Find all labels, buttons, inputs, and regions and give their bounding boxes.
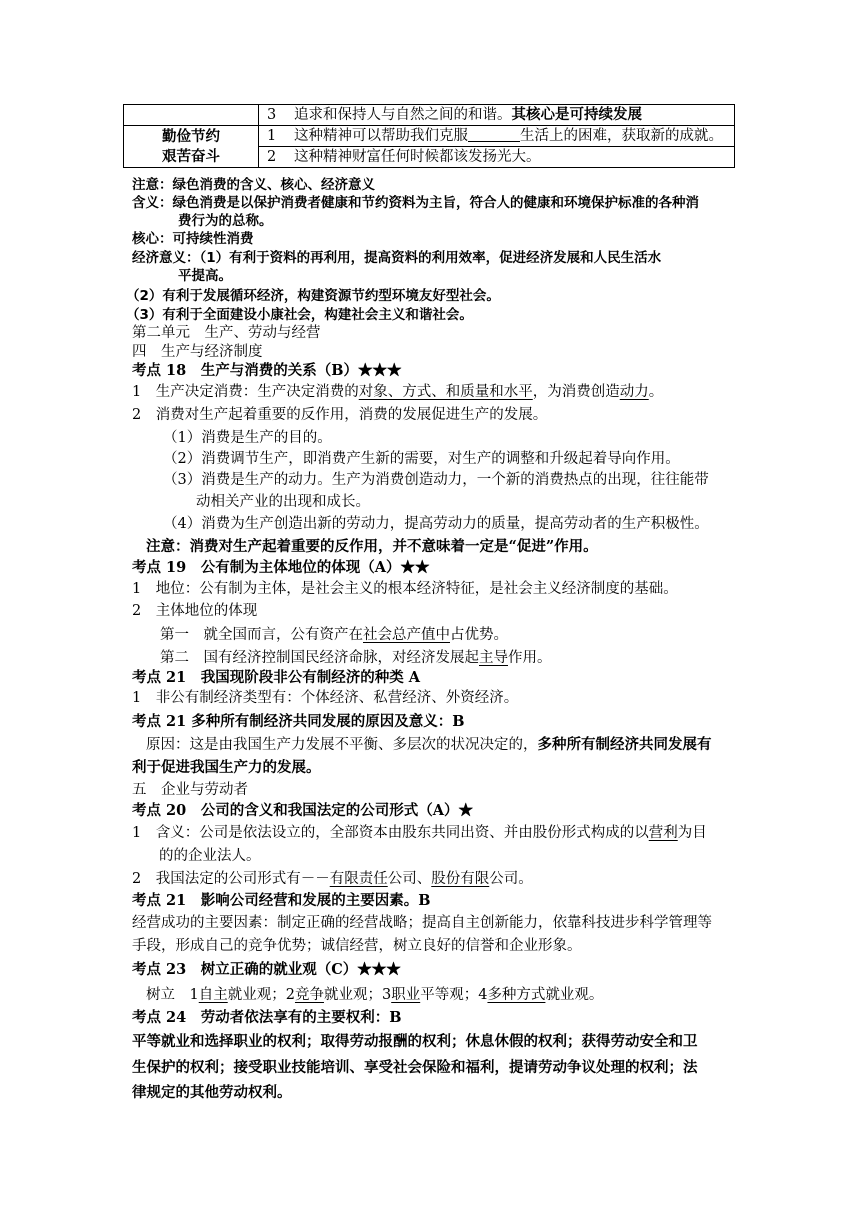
k19-point-1: 1 地位：公有制为主体，是社会主义的根本经济特征，是社会主义经济制度的基础。 [132, 581, 678, 597]
green-significance: 经济意义：（1）有利于资料的再利用，提高资料的利用效率，促进经济发展和人民生活水 [132, 250, 662, 266]
table-row [124, 126, 735, 147]
green-significance-cont: 平提高。 [178, 268, 232, 284]
k21c-line-1: 经营成功的主要因素：制定正确的经营战略；提高自主创新能力，依靠科技进步科学管理等 [132, 915, 712, 931]
k24-line-2: 生保护的权利；接受职业技能培训、享受社会保险和福利，提请劳动争议处理的权利；法 [132, 1059, 698, 1076]
k18-title: 考点 18 生产与消费的关系（B）★★★ [132, 362, 402, 379]
table-cell: 2 这种精神财富任何时候都该发扬光大。 [259, 147, 735, 168]
k18-sub-3-cont: 动相关产业的出现和成长。 [196, 494, 370, 510]
green-significance-2: （2）有利于发展循环经济，构建资源节约型环境友好型社会。 [126, 288, 500, 304]
k21a-point-1: 1 非公有制经济类型有：个体经济、私营经济、外资经济。 [132, 690, 519, 706]
k24-line-1: 平等就业和选择职业的权利；取得劳动报酬的权利；休息休假的权利；获得劳动安全和卫 [132, 1033, 698, 1050]
table-label-cell [124, 126, 259, 168]
k18-sub-1: （1）消费是生产的目的。 [163, 430, 332, 446]
k18-note: 注意：消费对生产起着重要的反作用，并不意味着一定是“促进”作用。 [146, 538, 598, 555]
table-cell: 3 追求和保持人与自然之间的和谐。其核心是可持续发展 [259, 105, 735, 126]
k19-point-2: 2 主体地位的体现 [132, 603, 258, 619]
table-row [124, 105, 735, 126]
k18-sub-3: （3）消费是生产的动力。生产为消费创造动力，一个新的消费热点的出现，往往能带 [163, 472, 709, 488]
green-note: 注意：绿色消费的含义、核心、经济意义 [132, 177, 375, 193]
k21b-reason-cont: 利于促进我国生产力的发展。 [132, 759, 321, 776]
k21a-title: 考点 21 我国现阶段非公有制经济的种类 A [132, 669, 421, 686]
k20-point-2: 2 我国法定的公司形式有－－有限责任公司、股份有限公司。 [132, 871, 533, 887]
green-meaning: 含义：绿色消费是以保护消费者健康和节约资料为主旨，符合人的健康和环境保护标准的各种消 [132, 195, 699, 211]
spirit-table [123, 104, 735, 168]
section-heading: 四 生产与经济制度 [132, 344, 263, 360]
k20-point-1-cont: 的的企业法人。 [159, 848, 261, 864]
label-line: 勤俭节约 [162, 127, 220, 145]
table-cell-empty [124, 105, 259, 126]
k20-title: 考点 20 公司的含义和我国法定的公司形式（A）★ [132, 802, 473, 819]
green-meaning-cont: 费行为的总称。 [178, 213, 273, 229]
section-heading: 五 企业与劳动者 [132, 782, 248, 798]
label-line: 艰苦奋斗 [162, 147, 220, 165]
k19-second: 第二 国有经济控制国民经济命脉，对经济发展起主导作用。 [160, 650, 552, 666]
green-core: 核心：可持续性消费 [132, 231, 254, 247]
blank-line [468, 127, 520, 142]
k24-line-3: 律规定的其他劳动权利。 [132, 1084, 292, 1101]
table-cell: 1 这种精神可以帮助我们克服 生活上的困难，获取新的成就。 [259, 126, 735, 147]
k24-title: 考点 24 劳动者依法享有的主要权利：B [132, 1009, 402, 1026]
k19-title: 考点 19 公有制为主体地位的体现（A）★★ [132, 559, 430, 576]
k21b-reason: 原因：这是由我国生产力发展不平衡、多层次的状况决定的，多种所有制经济共同发展有 [146, 736, 712, 753]
k21c-line-2: 手段，形成自己的竞争优势；诚信经营，树立良好的信誉和企业形象。 [132, 938, 582, 954]
unit-heading: 第二单元 生产、劳动与经营 [132, 325, 321, 341]
k23-title: 考点 23 树立正确的就业观（C）★★★ [132, 961, 401, 978]
green-significance-3: （3）有利于全面建设小康社会，构建社会主义和谐社会。 [126, 307, 473, 323]
k18-sub-2: （2）消费调节生产，即消费产生新的需要，对生产的调整和升级起着导向作用。 [163, 451, 680, 467]
k21c-title: 考点 21 影响公司经营和发展的主要因素。B [132, 892, 431, 909]
k18-sub-4: （4）消费为生产创造出新的劳动力，提高劳动力的质量，提高劳动者的生产积极性。 [163, 516, 709, 532]
k18-point-1: 1 生产决定消费：生产决定消费的对象、方式、和质量和水平，为消费创造动力。 [132, 384, 664, 400]
k23-items: 树立 1自主就业观；2竞争就业观；3职业平等观；4多种方式就业观。 [146, 987, 604, 1003]
k18-point-2: 2 消费对生产起着重要的反作用，消费的发展促进生产的发展。 [132, 407, 548, 423]
k21b-title: 考点 21 多种所有制经济共同发展的原因及意义：B [132, 713, 465, 730]
k20-point-1: 1 含义：公司是依法设立的，全部资本由股东共同出资、并由股份形式构成的以营利为目 [132, 825, 707, 841]
k19-first: 第一 就全国而言，公有资产在社会总产值中占优势。 [160, 627, 508, 643]
